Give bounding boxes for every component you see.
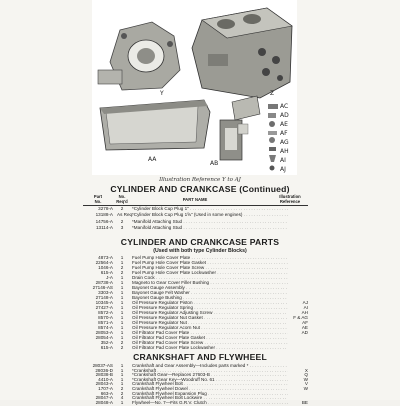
quantity-cell: 1 xyxy=(120,260,124,265)
quantity-cell: 1 xyxy=(120,399,124,405)
part-number-cell: 10345-A xyxy=(95,300,113,305)
section-subtitle-cylinder-parts: (Used with both type Cylinder Blocks) xyxy=(153,248,247,254)
photo-caption: Illustration Reference Y to AJ xyxy=(159,177,241,183)
quantity-cell: 1 xyxy=(120,315,124,320)
part-name-cell: Fuel Pump Hole Cover Plate Gasket . . . xyxy=(132,259,288,266)
quantity-cell: 2 xyxy=(120,340,124,345)
quantity-cell: 1 xyxy=(120,372,124,378)
illustration-ref-cell: W xyxy=(303,386,308,391)
part-name-cell: Fuel Pump Hole Cover Plate . . . xyxy=(132,254,288,261)
part-number-cell: 352-A xyxy=(100,340,113,345)
part-number-cell: 13114-A xyxy=(95,225,113,231)
quantity-cell: 1 xyxy=(120,325,124,330)
ref-label-ac: AC xyxy=(280,103,289,110)
quantity-cell: 1 xyxy=(120,320,124,325)
part-number-cell: 615-A xyxy=(100,270,113,275)
part-number-cell: 28043-A xyxy=(95,381,113,387)
col-head-illustration-ref: Illustration Reference xyxy=(279,194,301,204)
part-name-cell: *Cylinder Block Cup Plug 1⅝" (Used in some engines) . . . xyxy=(132,211,288,218)
ref-label-ai: AI xyxy=(280,157,286,164)
part-number-cell: J-A xyxy=(106,275,113,280)
illustration-ref-cell: BE xyxy=(301,399,308,405)
part-name-cell: Magneto to Gear Cover Filler Bushing . . . xyxy=(132,279,288,286)
col-head-qty: No. Req'd xyxy=(116,194,128,204)
part-name-cell: Oil Pressure Regulator Adjusting Screw . . . xyxy=(132,309,288,316)
illustration-ref-cell: AJ xyxy=(302,300,308,305)
part-number-cell: 28053-A xyxy=(95,330,113,335)
part-number-cell: 22564-A xyxy=(95,260,113,265)
part-number-cell: 3278-A xyxy=(98,206,113,211)
part-name-cell: Bayonet Gauge Bushing . . . xyxy=(132,294,288,301)
part-name-cell: *Cylinder Block Cup Plug 1" . . . xyxy=(132,205,288,212)
part-number-cell: 27146-AS xyxy=(92,285,113,290)
ref-label-ag: AG xyxy=(280,139,289,146)
part-number-cell: 13188-A xyxy=(95,212,113,218)
ref-label-ae: AE xyxy=(280,121,288,128)
part-name-cell: Oil Pressure Regulator Nut . . . xyxy=(132,319,288,326)
illustration-ref-cell: AE xyxy=(301,325,308,330)
part-name-cell: Crankshaft and Gear Assembly—Includes parts marked * . . . xyxy=(132,362,288,369)
part-number-cell: 8570-A xyxy=(98,315,113,320)
part-name-cell: Drain Cock . . . xyxy=(132,274,288,281)
quantity-cell: 2 xyxy=(120,265,124,270)
part-number-cell: 1707-A xyxy=(98,386,113,391)
part-name-cell: *Crankshaft . . . xyxy=(132,367,288,374)
part-number-cell: 4410-A xyxy=(98,376,113,382)
cylinder-block-part xyxy=(192,8,292,98)
part-number-cell: 28036-D xyxy=(95,367,113,373)
quantity-cell: 2 xyxy=(120,345,124,350)
parts-photograph xyxy=(92,0,297,175)
ref-label-aj: AJ xyxy=(280,166,286,173)
part-number-cell: 8574-A xyxy=(98,325,113,330)
part-name-cell: Oil Filtrator Pad Cover Plate Gasket . . . xyxy=(132,334,288,341)
part-name-cell: Oil Filtrator Pad Cover Plate Screw . . . xyxy=(132,339,288,346)
quantity-cell: 2 xyxy=(120,386,124,391)
part-name-cell: Crankshaft Flywheel Bolt Lockwire . . . xyxy=(132,394,288,401)
part-name-cell: *Manifold Attaching Stud . . . xyxy=(132,224,288,231)
quantity-cell: 1 xyxy=(120,290,124,295)
quantity-cell: 1 xyxy=(120,310,124,315)
illustration-ref-cell: F & AG xyxy=(293,315,308,320)
parts-row xyxy=(83,224,308,231)
part-number-cell: 3303-A xyxy=(98,290,113,295)
illustration-ref-cell: AH xyxy=(301,310,308,315)
illustration-ref-cell: Q xyxy=(304,372,308,378)
quantity-cell: 1 xyxy=(120,275,124,280)
quantity-cell: 1 xyxy=(120,300,124,305)
section-title-cylinder-continued: CYLINDER AND CRANKCASE (Continued) xyxy=(110,184,290,194)
quantity-cell: 2 xyxy=(120,390,124,396)
part-name-cell: Bayonet Gauge Assembly . . . xyxy=(132,284,288,291)
quantity-cell: 2 xyxy=(120,206,124,211)
parts-row xyxy=(83,344,308,351)
ref-label-af: AF xyxy=(280,130,288,137)
oil-pan-part xyxy=(100,100,210,150)
part-name-cell: Flywheel—No. 7—Fits G.R.V. Clutch . . . xyxy=(132,399,288,406)
quantity-cell: 1 xyxy=(120,381,124,387)
part-name-cell: Oil Pressure Regulator Acorn Nut . . . xyxy=(132,324,288,331)
part-name-cell: Oil Pressure Regulator Nut Gasket . . . xyxy=(132,314,288,321)
quantity-cell: 2 xyxy=(120,218,124,224)
ref-label-aa: AA xyxy=(148,156,157,163)
part-number-cell: 27148-A xyxy=(95,295,113,300)
quantity-cell: 1 xyxy=(120,363,124,368)
part-number-cell: 8571-A xyxy=(98,320,113,325)
col-head-part-name: PART NAME xyxy=(182,197,208,202)
photo-drawing xyxy=(92,0,297,175)
part-name-cell: Crankshaft Flywheel Expansion Plug . . . xyxy=(132,390,288,397)
ref-label-y: Y xyxy=(160,90,164,97)
part-number-cell: 28037-AS xyxy=(92,363,113,368)
quantity-cell: 1 xyxy=(120,330,124,335)
part-number-cell: 28047-A xyxy=(95,395,113,401)
quantity-cell: 4 xyxy=(120,395,124,401)
part-name-cell: Oil Pressure Regulator Piston . . . xyxy=(132,299,288,306)
section-title-cylinder-parts: CYLINDER AND CRANKCASE PARTS xyxy=(120,237,280,247)
part-name-cell: *Manifold Attaching Stud . . . xyxy=(132,218,288,225)
quantity-cell: 3 xyxy=(120,225,124,231)
part-name-cell: Crankshaft Flywheel Dowel . . . xyxy=(132,385,288,392)
part-name-cell: *Crankshaft Gear—Replaces 27603-B . . . xyxy=(132,371,288,378)
illustration-ref-cell: W xyxy=(303,376,308,382)
ref-label-ad: AD xyxy=(280,112,289,119)
part-name-cell: Oil Pressure Regulator Spring . . . xyxy=(132,304,288,311)
illustration-ref-cell: V xyxy=(304,381,308,387)
quantity-cell: 1 xyxy=(120,255,124,260)
illustration-ref-cell: X xyxy=(304,367,308,373)
part-number-cell: 28048-A xyxy=(95,399,113,405)
quantity-cell: 1 xyxy=(120,305,124,310)
ref-label-ah: AH xyxy=(280,148,289,155)
section-title-crankshaft: CRANKSHAFT AND FLYWHEEL xyxy=(133,352,267,362)
quantity-cell: 1 xyxy=(120,295,124,300)
part-number-cell: 4873-A xyxy=(98,255,113,260)
illustration-ref-cell: AF xyxy=(302,320,308,325)
ref-label-ab: AB xyxy=(210,160,219,167)
quantity-cell: 1 xyxy=(120,367,124,373)
part-name-cell: Bayonet Gauge Felt Washer . . . xyxy=(132,289,288,296)
quantity-cell: 1 xyxy=(120,280,124,285)
part-name-cell: *Crankshaft Gear Key—Woodruff No. 61 . . . xyxy=(132,376,288,383)
part-number-cell: 28038-B xyxy=(95,372,113,378)
illustration-ref-cell: AI xyxy=(303,305,308,310)
part-name-cell: Fuel Pump Hole Cover Plate Screw . . . xyxy=(132,264,288,271)
part-name-cell: Oil Filtrator Pad Cover Plate . . . xyxy=(132,329,288,336)
part-number-cell: 1046-A xyxy=(98,265,113,270)
quantity-cell: 1 xyxy=(120,376,124,382)
part-name-cell: Fuel Pump Hole Cover Plate Lockwasher . . . xyxy=(132,269,288,276)
quantity-cell: 1 xyxy=(120,335,124,340)
quantity-cell: 2 xyxy=(120,270,124,275)
col-head-part-no: Part No. xyxy=(93,194,103,204)
part-number-cell: 27427-A xyxy=(95,305,113,310)
quantity-cell: As Req. xyxy=(117,212,134,218)
ref-label-z: Z xyxy=(270,90,275,97)
part-name-cell: Crankshaft Flywheel Bolt . . . xyxy=(132,380,288,387)
part-number-cell: 14756-A xyxy=(95,218,113,224)
part-number-cell: 28738-A xyxy=(95,280,113,285)
part-number-cell: 663-A xyxy=(100,390,113,396)
part-name-cell: Oil Filtrator Pad Cover Plate Lockwasher . . . xyxy=(132,344,288,351)
quantity-cell: 1 xyxy=(120,285,124,290)
illustration-ref-cell: AD xyxy=(301,330,308,335)
part-number-cell: 28054-A xyxy=(95,335,113,340)
part-number-cell: 615-A xyxy=(100,345,113,350)
part-number-cell: 8572-A xyxy=(98,310,113,315)
